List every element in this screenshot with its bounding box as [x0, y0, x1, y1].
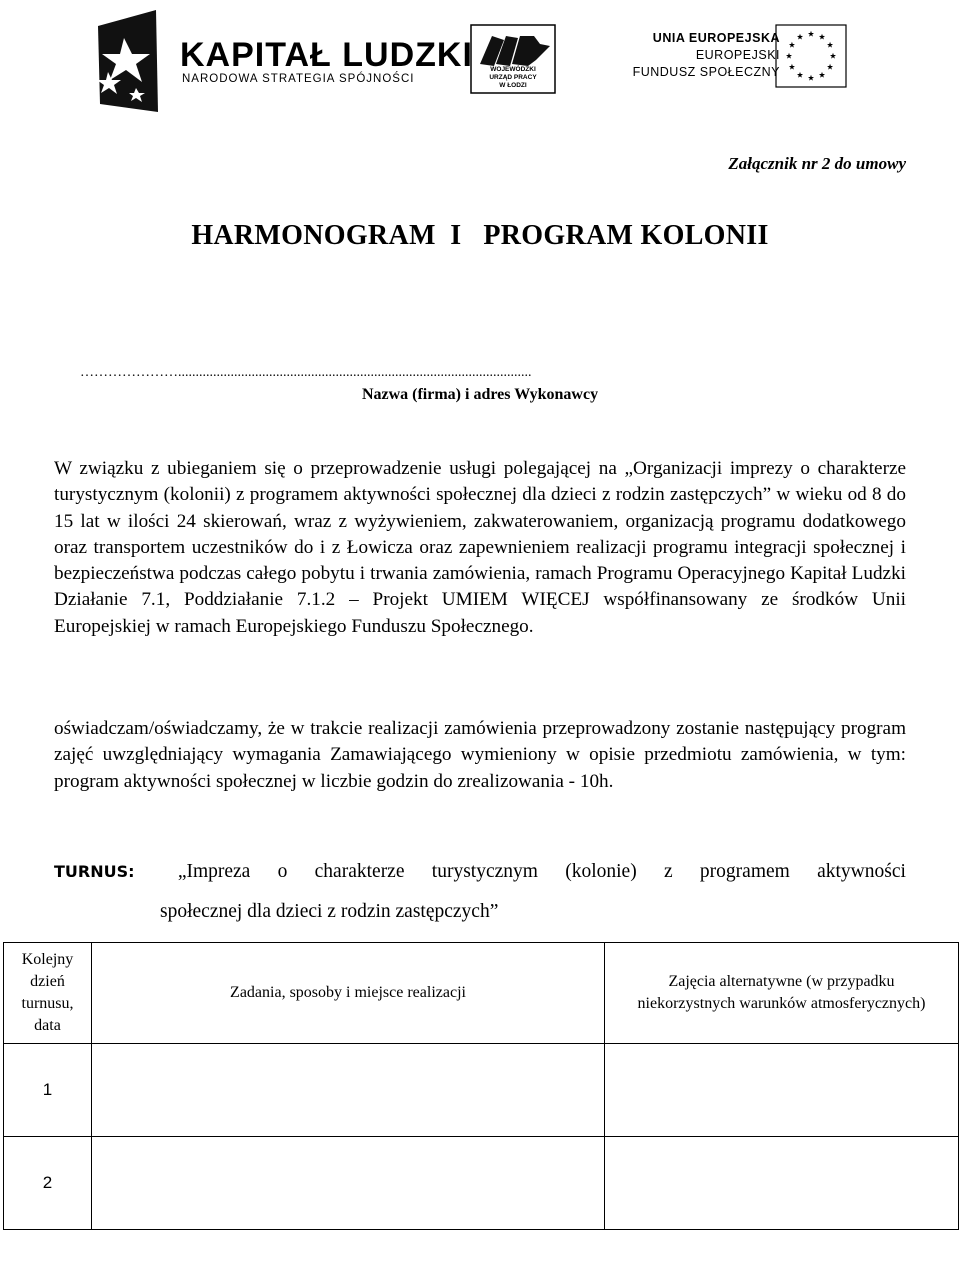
row-alternative-cell[interactable] — [605, 1044, 959, 1137]
turnus-word: o — [277, 861, 288, 882]
eu-logo-text — [610, 30, 780, 81]
eu-line-3: FUNDUSZ SPOŁECZNY — [632, 65, 780, 79]
eu-stars-icon — [775, 24, 847, 88]
turnus-word: aktywności — [817, 861, 906, 882]
turnus-word: „Impreza — [177, 861, 251, 882]
turnus-line-2: społecznej dla dzieci z rodzin zastępczych” — [160, 901, 499, 922]
attachment-label: Załącznik nr 2 do umowy — [728, 154, 906, 173]
logo-title: KAPITAŁ LUDZKI — [180, 36, 473, 74]
wup-line-2: URZĄD PRACY — [489, 74, 537, 81]
row-tasks-cell[interactable] — [92, 1044, 605, 1137]
turnus-word: charakterze — [314, 861, 405, 882]
row-day-number: 2 — [4, 1137, 92, 1230]
turnus-word: programem — [699, 861, 790, 882]
row-tasks-cell[interactable] — [92, 1137, 605, 1230]
contractor-label: Nazwa (firma) i adres Wykonawcy — [361, 386, 599, 403]
logo-subtitle: NARODOWA STRATEGIA SPÓJNOŚCI — [182, 73, 415, 85]
contractor-placeholder: …………………..................................................................................................... — [80, 365, 532, 380]
wup-line-3: W ŁODZI — [499, 82, 527, 89]
page-title: HARMONOGRAM I PROGRAM KOLONII — [191, 220, 769, 251]
turnus-word: (kolonie) — [565, 861, 637, 882]
eu-star-icon — [827, 64, 833, 70]
turnus-word: z — [663, 861, 673, 882]
table-header-row — [4, 943, 959, 1044]
turnus-section — [54, 858, 906, 926]
header-day: Kolejny dzień turnusu, data — [4, 943, 92, 1044]
eu-star-icon — [827, 42, 833, 48]
statement-paragraph: oświadczam/oświadczamy, że w trakcie realizacji zamówienia przeprowadzony zostanie następujący program zajęć uwzględniający wymagania Zamawiającego wymieniony w opisie przedmiotu zamówienia, w tym: program aktywności społecznej w liczbie godzin do zrealizowania - 10h. — [54, 718, 906, 792]
eu-star-icon — [808, 75, 814, 81]
intro-paragraph: W związku z ubieganiem się o przeprowadzenie usługi polegającej na „Organizacji imprezy o charakterze turystycznym (kolonii) z programem aktywności społecznej dla dzieci z rodzin zastępczych” w wieku od 8 do 15 lat w ilości 24 skierowań, wraz z wyżywieniem, zakwaterowaniem, organizacją programu dodatkowego oraz transportem uczestników do i z Łowicza oraz zapewnieniem realizacji programu integracji społecznej i bezpieczeństwa podczas całego pobytu i trwania zamówienia, ramach Programu Operacyjnego Kapitał Ludzki Działanie 7.1, Poddziałanie 7.1.2 – Projekt UMIEM WIĘCEJ współfinansowany ze środków Unii Europejskiej w ramach Europejskiego Funduszu Społecznego. — [54, 458, 906, 637]
row-day-number: 1 — [4, 1044, 92, 1137]
eu-star-icon — [797, 72, 803, 78]
eu-star-icon — [789, 42, 795, 48]
header-alternative: Zajęcia alternatywne (w przypadku niekorzystnych warunków atmosferycznych) — [605, 943, 959, 1044]
eu-star-icon — [819, 34, 825, 40]
eu-star-icon — [797, 34, 803, 40]
eu-line-1: UNIA EUROPEJSKA — [652, 31, 780, 45]
header-tasks: Zadania, sposoby i miejsce realizacji — [92, 943, 605, 1044]
eu-star-icon — [786, 53, 792, 59]
table-row — [4, 1137, 959, 1230]
turnus-word: turystycznym — [431, 861, 538, 882]
eu-star-icon — [789, 64, 795, 70]
eu-star-icon — [819, 72, 825, 78]
schedule-table — [3, 942, 959, 1230]
row-alternative-cell[interactable] — [605, 1137, 959, 1230]
wup-logo-text — [470, 66, 556, 90]
eu-star-icon — [808, 31, 814, 37]
eu-star-icon — [830, 53, 836, 59]
wup-line-1: WOJEWÓDZKI — [490, 66, 536, 73]
table-row — [4, 1044, 959, 1137]
eu-line-2: EUROPEJSKI — [695, 48, 780, 62]
turnus-label: TURNUS: — [54, 862, 135, 881]
turnus-line-1 — [54, 858, 906, 886]
